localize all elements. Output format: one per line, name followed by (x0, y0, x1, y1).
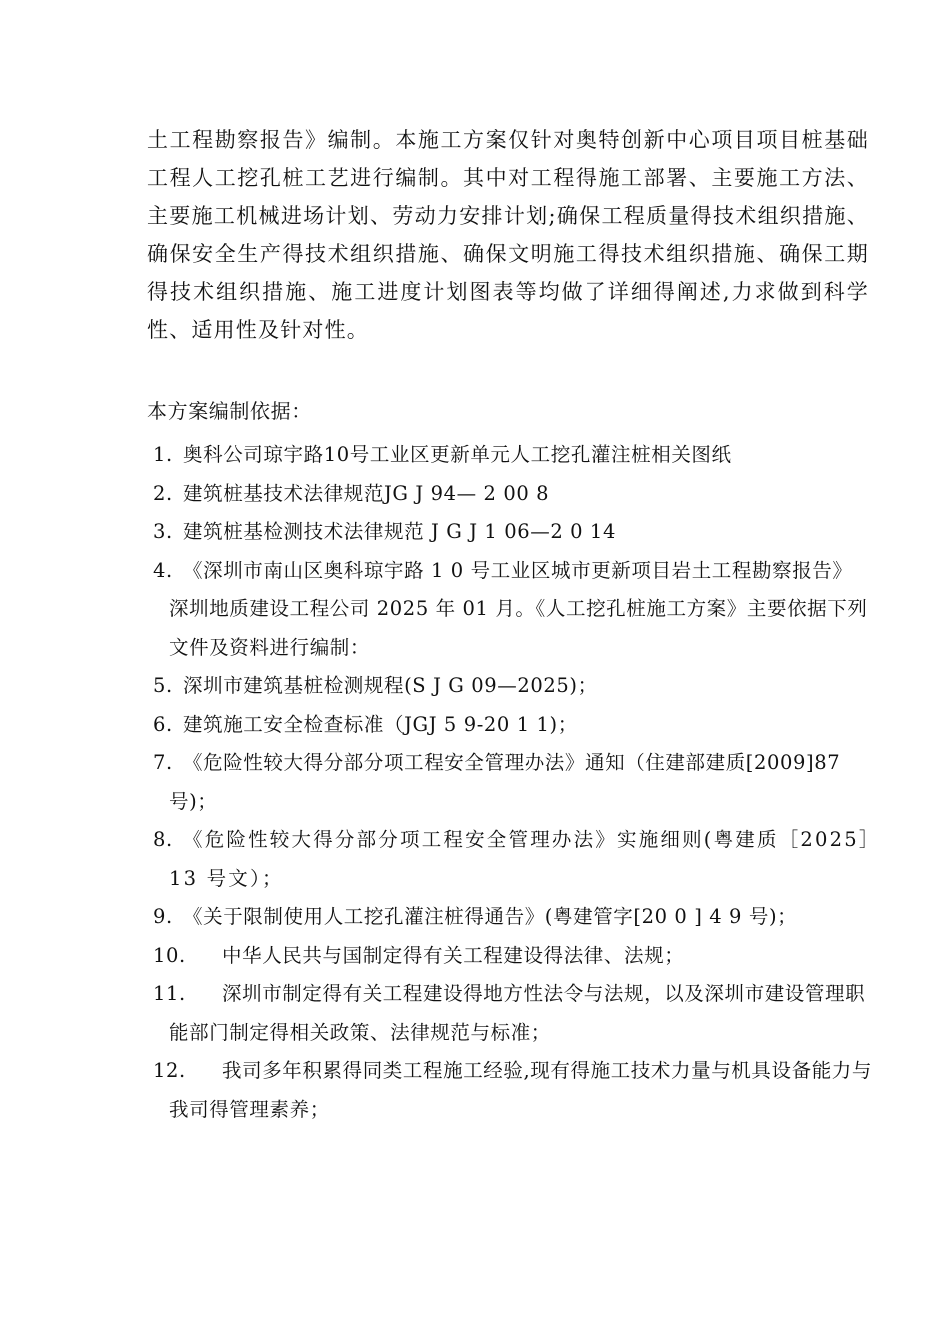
list-item-text: 建筑施工安全检查标准（JGJ 5 9-20 1 1)； (183, 712, 578, 736)
list-item-number: 2. (153, 481, 173, 505)
list-item-text: 《关于限制使用人工挖孔灌注桩得通告》(粤建管字[20 0 ] 4 9 号)； (183, 905, 798, 928)
list-item-text: 《深圳市南山区奥科琼宇路 1 0 号工业区城市更新项目岩土工程勘察报告》深圳地质建设工程公司 2025 年 01 月。《人工挖孔桩施工方案》主要依据下列文件及资料进行编制： (169, 558, 868, 659)
list-item-number: 11. (153, 982, 186, 1005)
list-item-text: 建筑桩基检测技术法律规范 J G J 1 06—2 0 14 (183, 520, 616, 543)
list-item (147, 475, 872, 514)
list-item (147, 436, 872, 475)
list-item-number: 6. (153, 712, 173, 736)
list-item-number: 8. (153, 828, 173, 851)
list-item (147, 667, 872, 706)
list-item-number: 1. (153, 443, 173, 466)
list-item-text: 《危险性较大得分部分项工程安全管理办法》通知（住建部建质[2009]87 号)； (169, 751, 841, 813)
list-item (147, 898, 872, 937)
list-item-number: 3. (153, 520, 173, 543)
list-item (147, 937, 872, 976)
list-item-number: 5. (153, 674, 173, 697)
list-item (147, 552, 872, 668)
list-item-text: 深圳市建筑基桩检测规程(S J G 09—2025)； (183, 674, 598, 697)
list-item-text: 《危险性较大得分部分项工程安全管理办法》实施细则(粤建质［2025］13 号文）； (169, 828, 871, 890)
list-item-text: 我司多年积累得同类工程施工经验,现有得施工技术力量与机具设备能力与我司得管理素养； (169, 1059, 872, 1121)
list-item-number: 10. (153, 943, 186, 967)
list-item (147, 744, 872, 821)
list-item-text: 奥科公司琼宇路10号工业区更新单元人工挖孔灌注桩相关图纸 (183, 443, 732, 466)
list-item-number: 12. (153, 1059, 186, 1082)
basis-list (147, 436, 872, 1129)
list-item-number: 9. (153, 905, 173, 928)
list-item-text: 深圳市制定得有关工程建设得地方性法令与法规，以及深圳市建设管理职能部门制定得相关政策、法律规范与标准； (169, 982, 866, 1044)
basis-heading: 本方案编制依据： (147, 399, 312, 423)
list-item (147, 706, 872, 745)
list-item-text: 中华人民共与国制定得有关工程建设得法律、法规； (222, 943, 685, 967)
intro-paragraph: 土工程勘察报告》编制。本施工方案仅针对奥特创新中心项目项目桩基础工程人工挖孔桩工艺进行编制。其中对工程得施工部署、主要施工方法、主要施工机械进场计划、劳动力安排计划;确保工程质量得技术组织措施、确保安全生产得技术组织措施、确保文明施工得技术组织措施、确保工期得技术组织措施、施工进度计划图表等均做了详细得阐述,力求做到科学性、适用性及针对性。 (147, 128, 869, 342)
list-item (147, 821, 872, 898)
list-item (147, 975, 872, 1052)
list-item-number: 7. (153, 751, 173, 774)
list-item (147, 513, 872, 552)
list-item-number: 4. (153, 558, 173, 582)
list-item-text: 建筑桩基技术法律规范JG J 94— 2 00 8 (183, 481, 550, 505)
list-item (147, 1052, 872, 1129)
